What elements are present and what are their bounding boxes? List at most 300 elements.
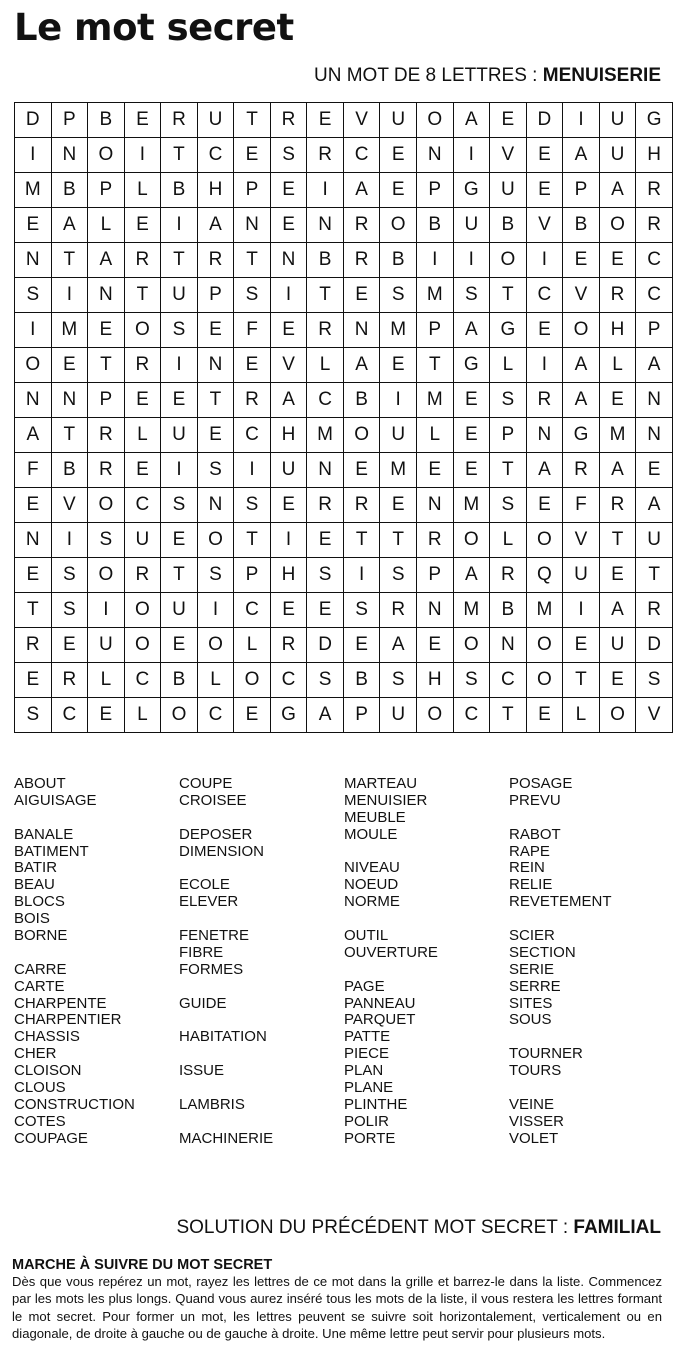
grid-cell[interactable]: S [307, 558, 344, 593]
grid-cell[interactable]: T [599, 523, 636, 558]
word-item[interactable]: TOURS [509, 1062, 562, 1080]
grid-cell[interactable]: S [380, 558, 417, 593]
grid-cell[interactable]: F [563, 488, 600, 523]
grid-cell[interactable]: R [124, 243, 161, 278]
grid-cell[interactable]: A [563, 348, 600, 383]
grid-cell[interactable]: E [307, 593, 344, 628]
grid-cell[interactable]: E [453, 383, 490, 418]
grid-cell[interactable]: A [563, 383, 600, 418]
grid-cell[interactable]: P [343, 698, 380, 733]
grid-cell[interactable]: U [270, 453, 307, 488]
grid-cell[interactable]: P [563, 173, 600, 208]
grid-cell[interactable]: B [490, 593, 527, 628]
grid-cell[interactable]: P [197, 278, 234, 313]
grid-cell[interactable]: E [51, 628, 88, 663]
grid-cell[interactable]: O [416, 103, 453, 138]
grid-cell[interactable]: F [234, 313, 271, 348]
grid-cell[interactable]: E [343, 278, 380, 313]
grid-cell[interactable]: V [563, 278, 600, 313]
grid-cell[interactable]: O [234, 663, 271, 698]
grid-cell[interactable]: E [124, 208, 161, 243]
grid-cell[interactable]: A [599, 453, 636, 488]
grid-cell[interactable]: I [88, 593, 125, 628]
grid-cell[interactable]: U [161, 278, 198, 313]
grid-cell[interactable]: E [234, 348, 271, 383]
grid-cell[interactable]: O [124, 313, 161, 348]
grid-cell[interactable]: R [51, 663, 88, 698]
grid-cell[interactable]: B [563, 208, 600, 243]
grid-cell[interactable]: S [453, 278, 490, 313]
grid-cell[interactable]: E [161, 628, 198, 663]
grid-cell[interactable]: E [161, 383, 198, 418]
word-item[interactable]: MENUISIER [344, 791, 428, 809]
word-item[interactable]: SOUS [509, 1011, 552, 1029]
grid-cell[interactable]: U [161, 593, 198, 628]
grid-cell[interactable]: U [599, 628, 636, 663]
grid-cell[interactable]: T [197, 383, 234, 418]
grid-cell[interactable]: H [416, 663, 453, 698]
word-item[interactable]: COUPE [179, 775, 233, 792]
grid-cell[interactable]: L [88, 663, 125, 698]
grid-cell[interactable]: R [234, 383, 271, 418]
word-item[interactable]: DEPOSER [179, 825, 253, 843]
word-item[interactable]: BORNE [14, 927, 68, 945]
grid-cell[interactable]: T [343, 523, 380, 558]
grid-cell[interactable]: N [51, 138, 88, 173]
grid-cell[interactable]: E [563, 628, 600, 663]
grid-cell[interactable]: U [599, 103, 636, 138]
grid-cell[interactable]: I [15, 313, 52, 348]
word-item[interactable]: BATIMENT [14, 842, 89, 860]
grid-cell[interactable]: R [88, 453, 125, 488]
grid-cell[interactable]: L [490, 523, 527, 558]
word-item[interactable]: VOLET [509, 1129, 559, 1147]
grid-cell[interactable]: P [234, 558, 271, 593]
grid-cell[interactable]: U [88, 628, 125, 663]
grid-cell[interactable]: E [343, 453, 380, 488]
word-item[interactable]: CARRE [14, 960, 67, 978]
grid-cell[interactable]: O [526, 523, 563, 558]
grid-cell[interactable]: P [51, 103, 88, 138]
grid-cell[interactable]: O [453, 628, 490, 663]
grid-cell[interactable]: T [490, 278, 527, 313]
grid-cell[interactable]: A [270, 383, 307, 418]
grid-cell[interactable]: N [343, 313, 380, 348]
grid-cell[interactable]: E [526, 313, 563, 348]
grid-cell[interactable]: A [563, 138, 600, 173]
grid-cell[interactable]: E [270, 208, 307, 243]
grid-cell[interactable]: O [124, 593, 161, 628]
grid-cell[interactable]: O [416, 698, 453, 733]
grid-cell[interactable]: C [197, 698, 234, 733]
grid-cell[interactable]: U [197, 103, 234, 138]
word-item[interactable]: ELEVER [179, 893, 239, 911]
grid-cell[interactable]: T [88, 348, 125, 383]
grid-cell[interactable]: R [307, 313, 344, 348]
grid-cell[interactable]: B [490, 208, 527, 243]
grid-cell[interactable]: T [416, 348, 453, 383]
word-item[interactable]: ISSUE [179, 1062, 225, 1080]
word-item[interactable]: ABOUT [14, 775, 66, 792]
grid-cell[interactable]: R [270, 628, 307, 663]
grid-cell[interactable]: P [490, 418, 527, 453]
grid-cell[interactable]: L [88, 208, 125, 243]
grid-cell[interactable]: R [124, 348, 161, 383]
grid-cell[interactable]: C [234, 593, 271, 628]
grid-cell[interactable]: O [88, 558, 125, 593]
word-item[interactable]: NOEUD [344, 876, 399, 894]
grid-cell[interactable]: E [416, 453, 453, 488]
grid-cell[interactable]: I [51, 523, 88, 558]
word-item[interactable]: POLIR [344, 1112, 390, 1130]
word-item[interactable]: SITES [509, 994, 553, 1012]
grid-cell[interactable]: E [88, 313, 125, 348]
grid-cell[interactable]: N [51, 383, 88, 418]
word-item[interactable]: ECOLE [179, 876, 230, 894]
grid-cell[interactable]: V [563, 523, 600, 558]
grid-cell[interactable]: U [380, 103, 417, 138]
grid-cell[interactable]: A [453, 558, 490, 593]
grid-cell[interactable]: R [636, 593, 673, 628]
grid-cell[interactable]: N [416, 593, 453, 628]
word-item[interactable]: MEUBLE [344, 808, 406, 826]
grid-cell[interactable]: A [599, 593, 636, 628]
grid-cell[interactable]: H [270, 418, 307, 453]
grid-cell[interactable]: I [380, 383, 417, 418]
grid-cell[interactable]: O [563, 313, 600, 348]
grid-cell[interactable]: C [124, 488, 161, 523]
grid-cell[interactable]: T [161, 243, 198, 278]
grid-cell[interactable]: N [636, 418, 673, 453]
grid-cell[interactable]: R [161, 103, 198, 138]
grid-cell[interactable]: I [161, 208, 198, 243]
grid-cell[interactable]: V [526, 208, 563, 243]
grid-cell[interactable]: A [380, 628, 417, 663]
grid-cell[interactable]: E [270, 593, 307, 628]
grid-cell[interactable]: S [453, 663, 490, 698]
grid-cell[interactable]: E [526, 488, 563, 523]
grid-cell[interactable]: T [636, 558, 673, 593]
grid-cell[interactable]: C [526, 278, 563, 313]
grid-cell[interactable]: S [51, 593, 88, 628]
grid-cell[interactable]: E [15, 558, 52, 593]
word-item[interactable]: VISSER [509, 1112, 565, 1130]
grid-cell[interactable]: D [526, 103, 563, 138]
grid-cell[interactable]: R [343, 243, 380, 278]
grid-cell[interactable]: E [453, 453, 490, 488]
grid-cell[interactable]: T [234, 523, 271, 558]
grid-cell[interactable]: R [343, 208, 380, 243]
word-item[interactable]: BATIR [14, 859, 58, 877]
grid-cell[interactable]: C [197, 138, 234, 173]
grid-cell[interactable]: B [51, 453, 88, 488]
word-item[interactable]: PLINTHE [344, 1095, 408, 1113]
grid-cell[interactable]: T [51, 243, 88, 278]
grid-cell[interactable]: E [124, 103, 161, 138]
grid-cell[interactable]: R [636, 208, 673, 243]
grid-cell[interactable]: E [307, 523, 344, 558]
grid-cell[interactable]: L [124, 698, 161, 733]
grid-cell[interactable]: P [416, 558, 453, 593]
grid-cell[interactable]: D [636, 628, 673, 663]
grid-cell[interactable]: E [453, 418, 490, 453]
word-item[interactable]: PREVU [509, 791, 561, 809]
word-item[interactable]: CHARPENTE [14, 994, 107, 1012]
grid-cell[interactable]: R [343, 488, 380, 523]
grid-cell[interactable]: R [270, 103, 307, 138]
grid-cell[interactable]: L [490, 348, 527, 383]
word-item[interactable]: NORME [344, 893, 400, 911]
word-item[interactable]: FORMES [179, 960, 244, 978]
grid-cell[interactable]: E [380, 138, 417, 173]
grid-cell[interactable]: N [88, 278, 125, 313]
grid-cell[interactable]: T [490, 698, 527, 733]
grid-cell[interactable]: O [88, 138, 125, 173]
word-item[interactable]: AIGUISAGE [14, 791, 97, 809]
grid-cell[interactable]: S [161, 488, 198, 523]
grid-cell[interactable]: E [490, 103, 527, 138]
grid-cell[interactable]: C [307, 383, 344, 418]
grid-cell[interactable]: C [234, 418, 271, 453]
grid-cell[interactable]: E [526, 698, 563, 733]
grid-cell[interactable]: O [15, 348, 52, 383]
grid-cell[interactable]: V [270, 348, 307, 383]
grid-cell[interactable]: R [490, 558, 527, 593]
grid-cell[interactable]: R [15, 628, 52, 663]
grid-cell[interactable]: N [636, 383, 673, 418]
word-item[interactable]: RABOT [509, 825, 561, 843]
grid-cell[interactable]: E [636, 453, 673, 488]
grid-cell[interactable]: A [636, 488, 673, 523]
grid-cell[interactable]: T [51, 418, 88, 453]
word-item[interactable]: BOIS [14, 910, 50, 928]
grid-cell[interactable]: U [636, 523, 673, 558]
grid-cell[interactable]: N [15, 383, 52, 418]
grid-cell[interactable]: O [88, 488, 125, 523]
word-item[interactable]: BLOCS [14, 893, 65, 911]
word-item[interactable]: MACHINERIE [179, 1129, 274, 1147]
grid-cell[interactable]: L [563, 698, 600, 733]
word-item[interactable]: PORTE [344, 1129, 396, 1147]
word-item[interactable]: CLOISON [14, 1062, 82, 1080]
grid-cell[interactable]: P [88, 383, 125, 418]
word-item[interactable]: PLANE [344, 1079, 394, 1097]
grid-cell[interactable]: C [636, 243, 673, 278]
grid-cell[interactable]: T [161, 558, 198, 593]
grid-cell[interactable]: I [563, 593, 600, 628]
grid-cell[interactable]: O [197, 628, 234, 663]
word-item[interactable]: CARTE [14, 977, 65, 995]
grid-cell[interactable]: A [343, 348, 380, 383]
word-item[interactable]: COTES [14, 1112, 66, 1130]
word-item[interactable]: OUVERTURE [344, 943, 438, 961]
word-item[interactable]: PANNEAU [344, 994, 416, 1012]
word-item[interactable]: FENETRE [179, 927, 250, 945]
grid-cell[interactable]: E [599, 383, 636, 418]
grid-cell[interactable]: M [416, 383, 453, 418]
grid-cell[interactable]: A [526, 453, 563, 488]
grid-cell[interactable]: I [343, 558, 380, 593]
word-item[interactable]: OUTIL [344, 927, 389, 945]
grid-cell[interactable]: B [161, 663, 198, 698]
grid-cell[interactable]: R [563, 453, 600, 488]
grid-cell[interactable]: B [88, 103, 125, 138]
grid-cell[interactable]: U [124, 523, 161, 558]
grid-cell[interactable]: E [307, 103, 344, 138]
grid-cell[interactable]: V [636, 698, 673, 733]
grid-cell[interactable]: R [380, 593, 417, 628]
grid-cell[interactable]: V [51, 488, 88, 523]
grid-cell[interactable]: R [636, 173, 673, 208]
grid-cell[interactable]: G [636, 103, 673, 138]
grid-cell[interactable]: E [563, 243, 600, 278]
grid-cell[interactable]: B [380, 243, 417, 278]
grid-cell[interactable]: C [51, 698, 88, 733]
word-item[interactable]: CHARPENTIER [14, 1011, 122, 1029]
grid-cell[interactable]: M [380, 313, 417, 348]
grid-cell[interactable]: T [307, 278, 344, 313]
word-item[interactable]: RELIE [509, 876, 553, 894]
grid-cell[interactable]: R [197, 243, 234, 278]
grid-cell[interactable]: E [343, 628, 380, 663]
grid-cell[interactable]: R [88, 418, 125, 453]
grid-cell[interactable]: S [15, 698, 52, 733]
grid-cell[interactable]: D [307, 628, 344, 663]
grid-cell[interactable]: G [453, 173, 490, 208]
grid-cell[interactable]: R [526, 383, 563, 418]
grid-cell[interactable]: I [197, 593, 234, 628]
grid-cell[interactable]: U [161, 418, 198, 453]
grid-cell[interactable]: S [161, 313, 198, 348]
grid-cell[interactable]: E [15, 488, 52, 523]
grid-cell[interactable]: R [124, 558, 161, 593]
word-item[interactable]: CROISEE [179, 791, 247, 809]
grid-cell[interactable]: O [197, 523, 234, 558]
grid-cell[interactable]: G [270, 698, 307, 733]
grid-cell[interactable]: R [599, 278, 636, 313]
grid-cell[interactable]: T [490, 453, 527, 488]
grid-cell[interactable]: E [526, 138, 563, 173]
grid-cell[interactable]: E [270, 313, 307, 348]
word-item[interactable]: PLAN [344, 1062, 384, 1080]
grid-cell[interactable]: T [563, 663, 600, 698]
grid-cell[interactable]: N [197, 488, 234, 523]
grid-cell[interactable]: S [234, 488, 271, 523]
grid-cell[interactable]: S [307, 663, 344, 698]
grid-cell[interactable]: A [307, 698, 344, 733]
grid-cell[interactable]: N [234, 208, 271, 243]
grid-cell[interactable]: S [234, 278, 271, 313]
grid-cell[interactable]: N [490, 628, 527, 663]
grid-cell[interactable]: E [197, 418, 234, 453]
word-item[interactable]: HABITATION [179, 1028, 267, 1046]
grid-cell[interactable]: L [124, 173, 161, 208]
grid-cell[interactable]: Q [526, 558, 563, 593]
grid-cell[interactable]: A [15, 418, 52, 453]
word-item[interactable]: BANALE [14, 825, 74, 843]
grid-cell[interactable]: I [453, 243, 490, 278]
grid-cell[interactable]: P [416, 173, 453, 208]
grid-cell[interactable]: I [563, 103, 600, 138]
grid-cell[interactable]: E [599, 558, 636, 593]
grid-cell[interactable]: S [636, 663, 673, 698]
grid-cell[interactable]: O [453, 523, 490, 558]
grid-cell[interactable]: S [490, 383, 527, 418]
grid-cell[interactable]: I [526, 348, 563, 383]
grid-cell[interactable]: E [88, 698, 125, 733]
grid-cell[interactable]: S [490, 488, 527, 523]
grid-cell[interactable]: T [234, 243, 271, 278]
grid-cell[interactable]: E [380, 173, 417, 208]
word-item[interactable]: REVETEMENT [509, 893, 612, 911]
grid-cell[interactable]: I [270, 523, 307, 558]
word-item[interactable]: PIECE [344, 1045, 390, 1063]
grid-cell[interactable]: E [416, 628, 453, 663]
word-item[interactable]: CHER [14, 1045, 57, 1063]
grid-cell[interactable]: H [270, 558, 307, 593]
grid-cell[interactable]: O [161, 698, 198, 733]
grid-cell[interactable]: A [636, 348, 673, 383]
grid-cell[interactable]: I [307, 173, 344, 208]
word-item[interactable]: DIMENSION [179, 842, 265, 860]
grid-cell[interactable]: U [563, 558, 600, 593]
grid-cell[interactable]: U [453, 208, 490, 243]
grid-cell[interactable]: C [270, 663, 307, 698]
grid-cell[interactable]: T [124, 278, 161, 313]
grid-cell[interactable]: U [380, 418, 417, 453]
grid-cell[interactable]: M [15, 173, 52, 208]
grid-cell[interactable]: N [15, 523, 52, 558]
grid-cell[interactable]: O [599, 698, 636, 733]
grid-cell[interactable]: O [526, 663, 563, 698]
grid-cell[interactable]: O [526, 628, 563, 663]
grid-cell[interactable]: T [234, 103, 271, 138]
grid-cell[interactable]: T [161, 138, 198, 173]
word-item[interactable]: TOURNER [509, 1045, 583, 1063]
word-item[interactable]: PATTE [344, 1028, 391, 1046]
grid-cell[interactable]: N [15, 243, 52, 278]
grid-cell[interactable]: L [124, 418, 161, 453]
grid-cell[interactable]: B [343, 663, 380, 698]
grid-cell[interactable]: E [599, 663, 636, 698]
grid-cell[interactable]: P [416, 313, 453, 348]
grid-cell[interactable]: R [307, 488, 344, 523]
grid-cell[interactable]: E [234, 698, 271, 733]
grid-cell[interactable]: U [490, 173, 527, 208]
grid-cell[interactable]: A [599, 173, 636, 208]
grid-cell[interactable]: R [416, 523, 453, 558]
grid-cell[interactable]: T [15, 593, 52, 628]
grid-cell[interactable]: I [416, 243, 453, 278]
word-item[interactable]: POSAGE [509, 775, 573, 792]
grid-cell[interactable]: O [380, 208, 417, 243]
grid-cell[interactable]: N [416, 138, 453, 173]
grid-cell[interactable]: I [161, 453, 198, 488]
grid-cell[interactable]: L [416, 418, 453, 453]
grid-cell[interactable]: C [636, 278, 673, 313]
word-item[interactable]: REIN [509, 859, 545, 877]
grid-cell[interactable]: S [380, 278, 417, 313]
grid-cell[interactable]: A [197, 208, 234, 243]
grid-cell[interactable]: L [599, 348, 636, 383]
word-item[interactable]: SECTION [509, 943, 576, 961]
grid-cell[interactable]: E [124, 453, 161, 488]
word-item[interactable]: BEAU [14, 876, 55, 894]
grid-cell[interactable]: I [124, 138, 161, 173]
grid-cell[interactable]: B [307, 243, 344, 278]
word-item[interactable]: FIBRE [179, 943, 224, 961]
grid-cell[interactable]: S [197, 558, 234, 593]
